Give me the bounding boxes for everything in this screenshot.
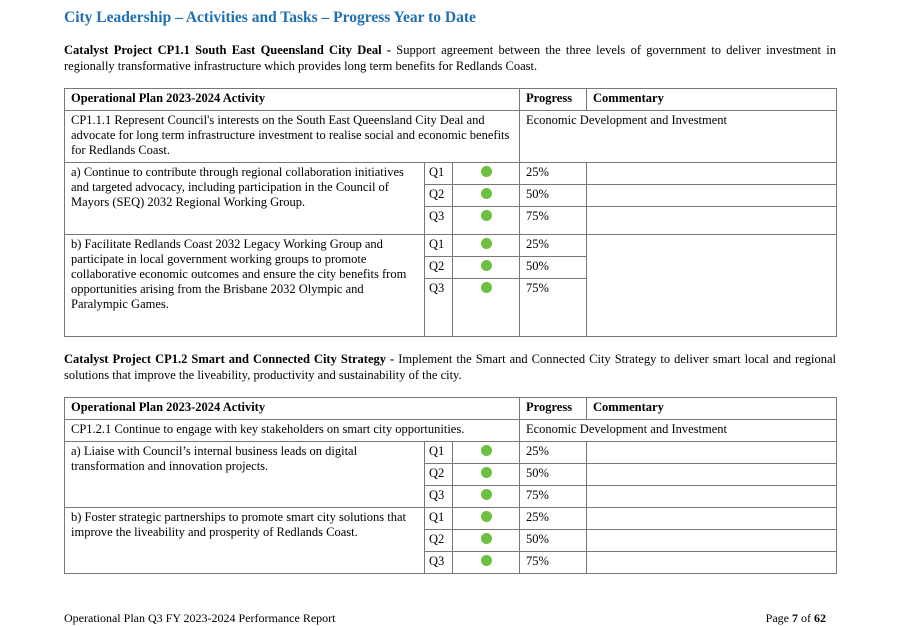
task-description: b) Facilitate Redlands Coast 2032 Legacy Working Group and participate in local government working groups to promote collaborative economic outcomes and ensure the city benefits from opportunities arising from the Brisbane 2032 Olympic and Paralympic Games.	[65, 235, 425, 337]
green-status-dot-icon	[481, 166, 492, 177]
activity-description: CP1.1.1 Represent Council's interests on the South East Queensland City Deal and advocate for long term infrastructure investment to realise social and economic benefits for Redlands Coast.	[65, 111, 520, 163]
task-description: a) Continue to contribute through regional collaboration initiatives and targeted advocacy, including participation in the Council of Mayors (SEQ) 2032 Regional Working Group.	[65, 163, 425, 235]
green-status-dot-icon	[481, 489, 492, 500]
total-pages: 62	[814, 611, 826, 625]
quarter-label: Q3	[425, 552, 453, 574]
status-cell	[453, 185, 520, 207]
header-activity: Operational Plan 2023-2024 Activity	[65, 398, 520, 420]
progress-value: 25%	[520, 163, 587, 185]
activity-table-cp1-2	[64, 397, 837, 574]
commentary-cell	[587, 207, 837, 235]
status-cell	[453, 207, 520, 235]
commentary-cell	[587, 552, 837, 574]
progress-value: 25%	[520, 235, 587, 257]
quarter-label: Q1	[425, 442, 453, 464]
quarter-label: Q1	[425, 163, 453, 185]
commentary-cell	[587, 185, 837, 207]
page-number	[766, 611, 826, 626]
green-status-dot-icon	[481, 467, 492, 478]
green-status-dot-icon	[481, 282, 492, 293]
status-cell	[453, 530, 520, 552]
green-status-dot-icon	[481, 555, 492, 566]
project-description: Support agreement between the three levels of government to deliver investment in regionally transformative infrastructure which provides long term benefits for Redlands Coast.	[64, 43, 837, 73]
progress-value: 25%	[520, 442, 587, 464]
quarter-label: Q3	[425, 207, 453, 235]
project-description: Implement the Smart and Connected City Strategy to deliver smart local and regional solutions that improve the liveability, productivity and sustainability of the city.	[64, 352, 836, 382]
status-cell	[453, 163, 520, 185]
page-title: City Leadership – Activities and Tasks – Progress Year to Date	[64, 9, 476, 26]
quarter-label: Q1	[425, 508, 453, 530]
page-footer	[64, 611, 826, 626]
status-cell	[453, 257, 520, 279]
green-status-dot-icon	[481, 188, 492, 199]
project-intro-cp1-1	[64, 42, 836, 74]
status-cell	[453, 508, 520, 530]
progress-value: 50%	[520, 530, 587, 552]
task-description: a) Liaise with Council’s internal business leads on digital transformation and innovation projects.	[65, 442, 425, 508]
header-activity: Operational Plan 2023-2024 Activity	[65, 89, 520, 111]
green-status-dot-icon	[481, 533, 492, 544]
report-page	[64, 8, 836, 574]
page-prefix: Page	[765, 611, 789, 625]
quarter-label: Q3	[425, 279, 453, 337]
green-status-dot-icon	[481, 511, 492, 522]
progress-value: 50%	[520, 257, 587, 279]
status-cell	[453, 235, 520, 257]
status-cell	[453, 464, 520, 486]
project-heading: Catalyst Project CP1.1 South East Queensland City Deal -	[64, 43, 391, 57]
header-commentary: Commentary	[587, 398, 837, 420]
commentary-cell	[587, 235, 837, 337]
responsible-unit: Economic Development and Investment	[520, 111, 837, 163]
commentary-cell	[587, 486, 837, 508]
progress-value: 75%	[520, 279, 587, 337]
activity-description: CP1.2.1 Continue to engage with key stakeholders on smart city opportunities.	[65, 420, 520, 442]
commentary-cell	[587, 442, 837, 464]
green-status-dot-icon	[481, 238, 492, 249]
commentary-cell	[587, 163, 837, 185]
quarter-label: Q2	[425, 530, 453, 552]
green-status-dot-icon	[481, 260, 492, 271]
quarter-label: Q2	[425, 185, 453, 207]
commentary-cell	[587, 464, 837, 486]
green-status-dot-icon	[481, 445, 492, 456]
quarter-label: Q1	[425, 235, 453, 257]
header-commentary: Commentary	[587, 89, 837, 111]
project-heading: Catalyst Project CP1.2 Smart and Connected City Strategy -	[64, 352, 395, 366]
commentary-cell	[587, 530, 837, 552]
responsible-unit: Economic Development and Investment	[520, 420, 837, 442]
commentary-cell	[587, 508, 837, 530]
status-cell	[453, 279, 520, 337]
quarter-label: Q2	[425, 464, 453, 486]
footer-report-title: Operational Plan Q3 FY 2023-2024 Performance Report	[64, 611, 336, 625]
progress-value: 50%	[520, 185, 587, 207]
quarter-label: Q3	[425, 486, 453, 508]
activity-table-cp1-1	[64, 88, 837, 337]
header-progress: Progress	[520, 89, 587, 111]
progress-value: 75%	[520, 207, 587, 235]
green-status-dot-icon	[481, 210, 492, 221]
current-page: 7	[792, 611, 798, 625]
project-intro-cp1-2	[64, 351, 836, 383]
progress-value: 50%	[520, 464, 587, 486]
status-cell	[453, 552, 520, 574]
progress-value: 75%	[520, 486, 587, 508]
status-cell	[453, 442, 520, 464]
page-of: of	[801, 611, 811, 625]
progress-value: 75%	[520, 552, 587, 574]
header-progress: Progress	[520, 398, 587, 420]
status-cell	[453, 486, 520, 508]
task-description: b) Foster strategic partnerships to promote smart city solutions that improve the liveability and prosperity of Redlands Coast.	[65, 508, 425, 574]
progress-value: 25%	[520, 508, 587, 530]
quarter-label: Q2	[425, 257, 453, 279]
